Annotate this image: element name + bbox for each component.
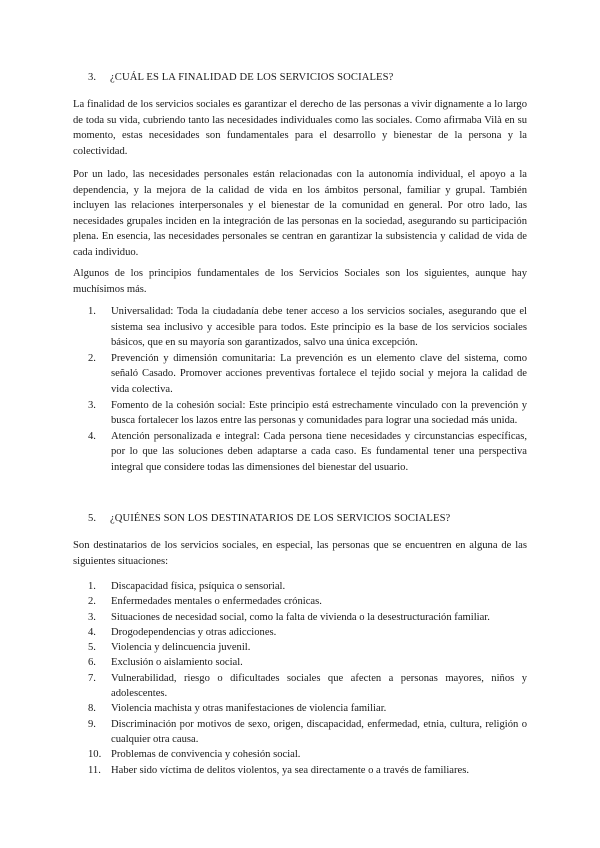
item-text: Universalidad: Toda la ciudadanía debe tener acceso a los servicios sociales, asegurando que el sistema sea inclusivo y accesible para todos. Este principio es la base de los servicios sociales básicos, que en su mayoría son garantizados, salvo una única excepción. <box>111 306 527 349</box>
item-number: 7. <box>88 672 96 684</box>
paragraph: Algunos de los principios fundamentales de los Servicios Sociales son los siguientes, aunque hay muchísimos más. <box>73 268 527 295</box>
list-item <box>88 579 527 594</box>
section-number: 3. <box>88 72 97 83</box>
list-item <box>88 747 527 762</box>
list-item <box>88 640 527 655</box>
situations-list <box>88 579 527 778</box>
list-item <box>88 304 527 351</box>
section-title: ¿CUÁL ES LA FINALIDAD DE LOS SERVICIOS SOCIALES? <box>110 72 394 83</box>
item-text: Fomento de la cohesión social: Este principio está estrechamente vinculado con la prevención y busca fortalecer los lazos entre las personas y comunidades para lograr una sociedad más unida. <box>111 399 527 427</box>
paragraph: Son destinatarios de los servicios sociales, en especial, las personas que se encuentren en alguna de las siguientes situaciones: <box>73 540 527 567</box>
item-text: Haber sido víctima de delitos violentos, ya sea directamente o a través de familiares. <box>111 764 469 776</box>
item-number: 9. <box>88 718 96 730</box>
principles-list <box>88 304 527 476</box>
list-item <box>88 655 527 670</box>
item-number: 3. <box>88 611 96 623</box>
item-text: Discapacidad física, psíquica o sensorial. <box>111 581 286 592</box>
item-number: 1. <box>88 306 96 317</box>
section-5-heading <box>88 513 450 524</box>
list-item <box>88 351 527 398</box>
item-number: 3. <box>88 399 96 411</box>
item-text: Violencia machista y otras manifestaciones de violencia familiar. <box>111 703 387 715</box>
item-text: Drogodependencias y otras adicciones. <box>111 626 277 638</box>
item-number: 4. <box>88 626 96 638</box>
item-text: Atención personalizada e integral: Cada persona tiene necesidades y circunstancias específicas, por lo que las soluciones deben adaptarse a cada caso. Es fundamental tener una perspectiva integral que considere todas las dimensiones del bienestar del usuario. <box>111 430 527 473</box>
list-item <box>88 701 527 716</box>
section-number: 5. <box>88 513 97 524</box>
list-item <box>88 610 527 625</box>
list-item <box>88 717 527 748</box>
item-number: 10. <box>88 749 102 761</box>
list-item <box>88 398 527 429</box>
item-number: 5. <box>88 642 96 654</box>
item-number: 4. <box>88 430 96 442</box>
list-item <box>88 429 527 476</box>
item-text: Discriminación por motivos de sexo, origen, discapacidad, enfermedad, etnia, cultura, religión o cualquier otra causa. <box>111 718 527 745</box>
item-number: 8. <box>88 703 96 715</box>
item-text: Prevención y dimensión comunitaria: La prevención es un elemento clave del sistema, como señaló Casado. Promover acciones preventivas fortalece el tejido social y mejora la calidad de vida colectiva. <box>111 352 527 395</box>
item-number: 2. <box>88 596 96 608</box>
item-number: 6. <box>88 657 96 669</box>
item-text: Enfermedades mentales o enfermedades crónicas. <box>111 596 322 608</box>
item-text: Vulnerabilidad, riesgo o dificultades sociales que afecten a personas mayores, niños y adolescentes. <box>111 672 527 700</box>
item-text: Violencia y delincuencia juvenil. <box>111 642 251 654</box>
list-item <box>88 625 527 640</box>
item-text: Situaciones de necesidad social, como la falta de vivienda o la desestructuración familiar. <box>111 611 490 623</box>
section-title: ¿QUIÉNES SON LOS DESTINATARIOS DE LOS SERVICIOS SOCIALES? <box>110 513 451 524</box>
item-number: 11. <box>88 764 101 776</box>
item-number: 1. <box>88 581 96 592</box>
item-text: Problemas de convivencia y cohesión social. <box>111 749 301 761</box>
list-item <box>88 671 527 702</box>
list-item <box>88 763 527 778</box>
paragraph: Por un lado, las necesidades personales están relacionadas con la autonomía individual, el apoyo a la dependencia, y la mejora de la calidad de vida en los ámbitos personal, familiar y grupal. También incluyen las relaciones interpersonales y el bienestar de la comunidad en general. Por otro lado, las necesidades grupales inciden en la integración de las personas en la sociedad, asegurando su participación plena. En esencia, las necesidades personales se centran en garantizar la subsistencia y calidad de vida de cada individuo. <box>73 169 527 258</box>
item-number: 2. <box>88 352 96 364</box>
section-3-heading <box>88 72 393 83</box>
list-item <box>88 594 527 609</box>
paragraph: La finalidad de los servicios sociales es garantizar el derecho de las personas a vivir dignamente a lo largo de toda su vida, cubriendo tanto las necesidades individuales como las sociales. Como afirmaba Vilà en su momento, estas necesidades son fundamentales para el desarrollo y bienestar de la persona y la colectividad. <box>73 99 527 157</box>
item-text: Exclusión o aislamiento social. <box>111 657 243 669</box>
